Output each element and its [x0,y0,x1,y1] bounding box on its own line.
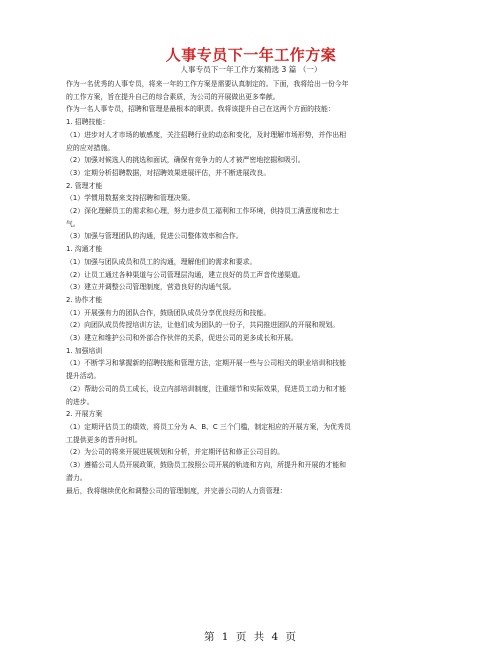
body-line: 潜力。 [66,473,87,482]
body-line: 提升活动。 [66,372,101,381]
body-line: （2）向团队成员传授培训方法，让他们成为团队的一份子，共同推进团队的开展和规划。 [66,321,340,330]
document-subtitle: 人事专员下一年工作方案精选 3 篇 （一） [180,65,322,74]
body-line: （1）进步对人才市场的敏感度，关注招聘行业的动态和变化，及时理解市场形势，并作出相 [66,130,347,139]
body-line: （3）加强与管理团队的沟通，促进公司整体效率和合作。 [66,232,243,241]
body-line: 作为一名优秀的人事专员，将来一年的工作方案是需要认真制定的。下面，我将给出一份今年 [66,80,349,88]
page-footer: 第 1 页 共 4 页 [203,631,299,643]
body-line: （3）遵循公司人员开展政策，鼓励员工按照公司开展的轨迹和方向，所提升和开展的才能和 [66,461,347,470]
body-line: 2. 开展方案 [66,410,103,419]
body-line: 的工作方案，旨在提升自己的综合素质，为公司的开展做出更多奉献。 [66,92,280,101]
body-line: （2）为公司的将来开展进展规划和分析，并定期评估和修正公司目的。 [66,448,284,457]
body-line: 2. 协作才能 [66,295,103,304]
body-line: 1. 招聘技能： [66,118,110,127]
document-body [66,78,438,497]
document-title: 人事专员下一年工作方案 [165,46,337,64]
body-line: （1）不断学习和掌握新的招聘技能和管理方法，定期开展一些与公司相关的职业培训和技能 [66,359,347,368]
body-line: （1）开展强有力的团队合作，鼓励团队成员分享优良经历和技能。 [66,308,271,317]
body-line: 工提供更多的晋升时机。 [66,435,142,444]
body-line: 1. 沟通才能 [66,245,103,254]
body-line: 应的应对措施。 [66,143,115,152]
body-line: （2）帮助公司的员工成长，设立内部培训制度，注重细节和实际效果，促进员工动力和才能 [66,384,347,393]
body-line: 1. 加强培训 [66,346,103,355]
body-line: （3）建立和维护公司和外部合作伙伴的关系，促进公司的更多成长和开展。 [66,334,298,343]
body-line: 作为一名人事专员，招聘和管理是最根本的职责。我将该提升自己在这两个方面的技能： [66,105,335,114]
body-line: （2）深化理解员工的需求和心理，努力进步员工福利和工作环境，供持员工满意度和忠士 [66,207,340,216]
body-line: （3）定期分析招聘数据，对招聘效果进展评估，并不断进展改良。 [66,168,271,177]
body-line: （1）加强与团队成员和员工的沟通，理解他们的需求和要求。 [66,257,257,266]
body-line: （2）让员工通过各种渠道与公司管理层沟通，建立良好的员工声音传递渠道。 [66,270,305,279]
body-line: 的进步。 [66,397,94,406]
body-line: 最后，我将继续优化和调整公司的管理制度，并完善公司的人力资管理： [66,486,287,495]
body-line: 2. 管理才能 [66,181,103,190]
body-line: （1）定期评估员工的绩效，将员工分为 A、B、C 三个门槛，制定相应的开展方案，为优秀员 [66,422,351,431]
body-line: （3）建立并调整公司管理制度，营造良好的沟通气氛。 [66,283,236,292]
body-line: （1）学惯用数据来支持招聘和管理决策。 [66,194,195,203]
body-line: （2）加强对候选人的挑选和面试，确保有竞争力的人才被严密地挖掘和吸引。 [66,156,305,165]
body-line: 气。 [66,219,80,228]
